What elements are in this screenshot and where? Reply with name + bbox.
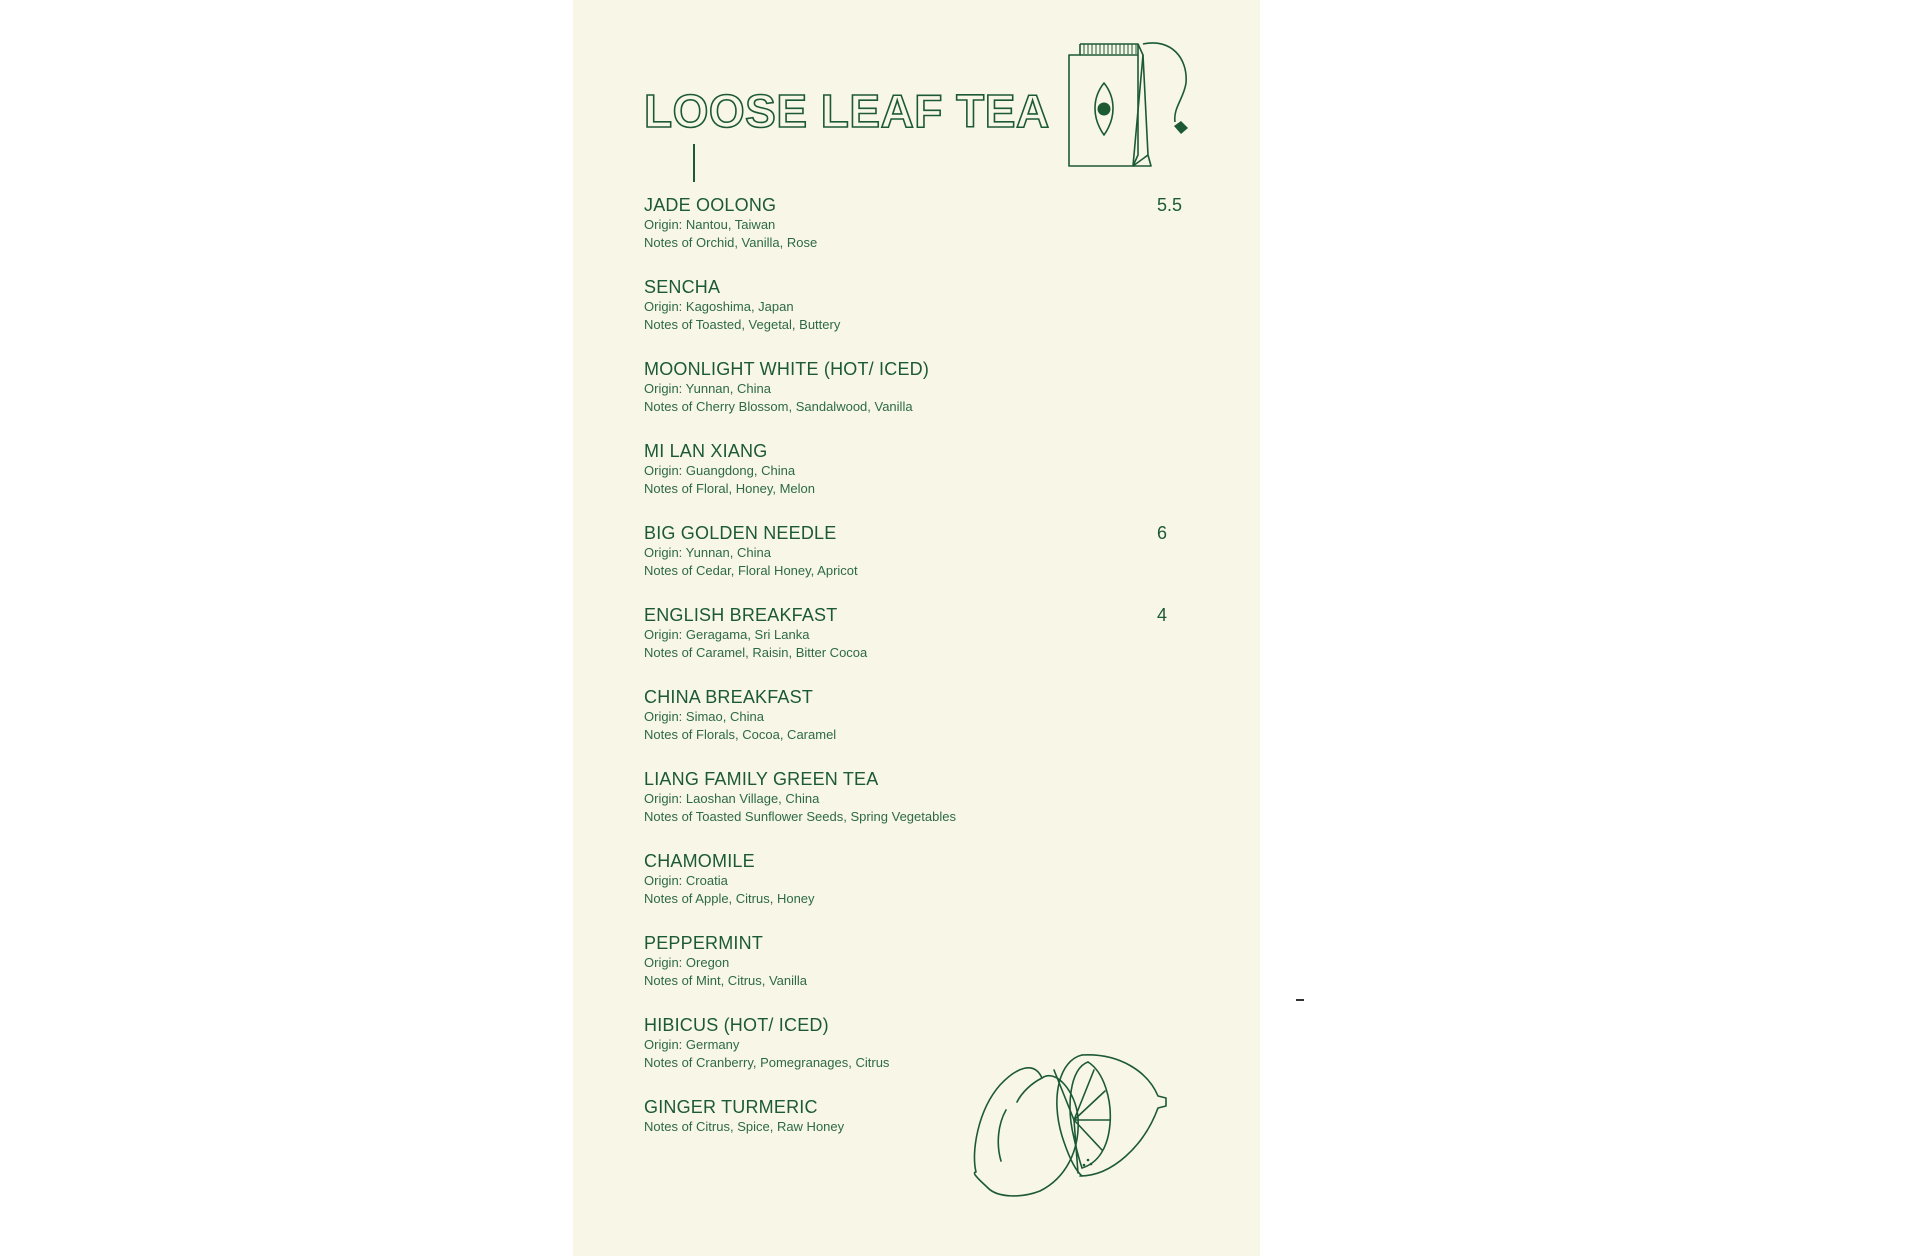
tea-name: GINGER TURMERIC [644,1097,818,1117]
list-item [644,277,1204,359]
tea-list [644,195,1204,1179]
tea-name: HIBICUS (HOT/ ICED) [644,1015,829,1035]
menu-title: LOOSE LEAF TEA [644,85,1050,137]
tea-notes: Notes of Florals, Cocoa, Caramel [644,727,837,742]
list-item [644,851,1204,933]
tea-price: 4 [1157,605,1168,625]
tea-origin: Origin: Germany [644,1037,740,1052]
tea-notes: Notes of Cedar, Floral Honey, Apricot [644,563,858,578]
tea-name: JADE OOLONG [644,195,777,215]
tea-notes: Notes of Cranberry, Pomegranages, Citrus [644,1055,890,1070]
list-item [644,605,1204,687]
lemon-icon [970,1048,1205,1200]
tea-notes: Notes of Floral, Honey, Melon [644,481,815,496]
list-item [644,523,1204,605]
tea-notes: Notes of Cherry Blossom, Sandalwood, Vanilla [644,399,913,414]
tea-name: MOONLIGHT WHITE (HOT/ ICED) [644,359,930,379]
tea-name: ENGLISH BREAKFAST [644,605,838,625]
list-item [644,441,1204,523]
tea-notes: Notes of Toasted, Vegetal, Buttery [644,317,841,332]
tea-name: PEPPERMINT [644,933,764,953]
tea-origin: Origin: Nantou, Taiwan [644,217,776,232]
tea-name: SENCHA [644,277,721,297]
tea-notes: Notes of Orchid, Vanilla, Rose [644,235,818,250]
tea-name: CHINA BREAKFAST [644,687,814,707]
list-item [644,687,1204,769]
list-item [644,933,1204,1015]
tea-price: 5.5 [1157,195,1183,215]
tea-bag-icon [1063,38,1203,173]
tea-name: CHAMOMILE [644,851,755,871]
stray-dash [1296,999,1304,1001]
list-item [644,359,1204,441]
tea-notes: Notes of Citrus, Spice, Raw Honey [644,1119,845,1134]
list-item [644,195,1204,277]
tea-name: LIANG FAMILY GREEN TEA [644,769,879,789]
tea-origin: Origin: Geragama, Sri Lanka [644,627,810,642]
tea-origin: Origin: Croatia [644,873,728,888]
list-item [644,769,1204,851]
tea-origin: Origin: Guangdong, China [644,463,796,478]
tea-origin: Origin: Simao, China [644,709,764,724]
tea-origin: Origin: Oregon [644,955,730,970]
tea-notes: Notes of Mint, Citrus, Vanilla [644,973,808,988]
tea-notes: Notes of Apple, Citrus, Honey [644,891,815,906]
tea-origin: Origin: Kagoshima, Japan [644,299,794,314]
tea-notes: Notes of Caramel, Raisin, Bitter Cocoa [644,645,868,660]
tea-name: MI LAN XIANG [644,441,768,461]
tea-origin: Origin: Yunnan, China [644,545,771,560]
tea-price: 6 [1157,523,1168,543]
tea-origin: Origin: Yunnan, China [644,381,771,396]
menu-page [573,0,1260,1256]
tea-notes: Notes of Toasted Sunflower Seeds, Spring Vegetables [644,809,956,824]
tea-name: BIG GOLDEN NEEDLE [644,523,837,543]
title-divider [693,144,695,182]
tea-origin: Origin: Laoshan Village, China [644,791,820,806]
